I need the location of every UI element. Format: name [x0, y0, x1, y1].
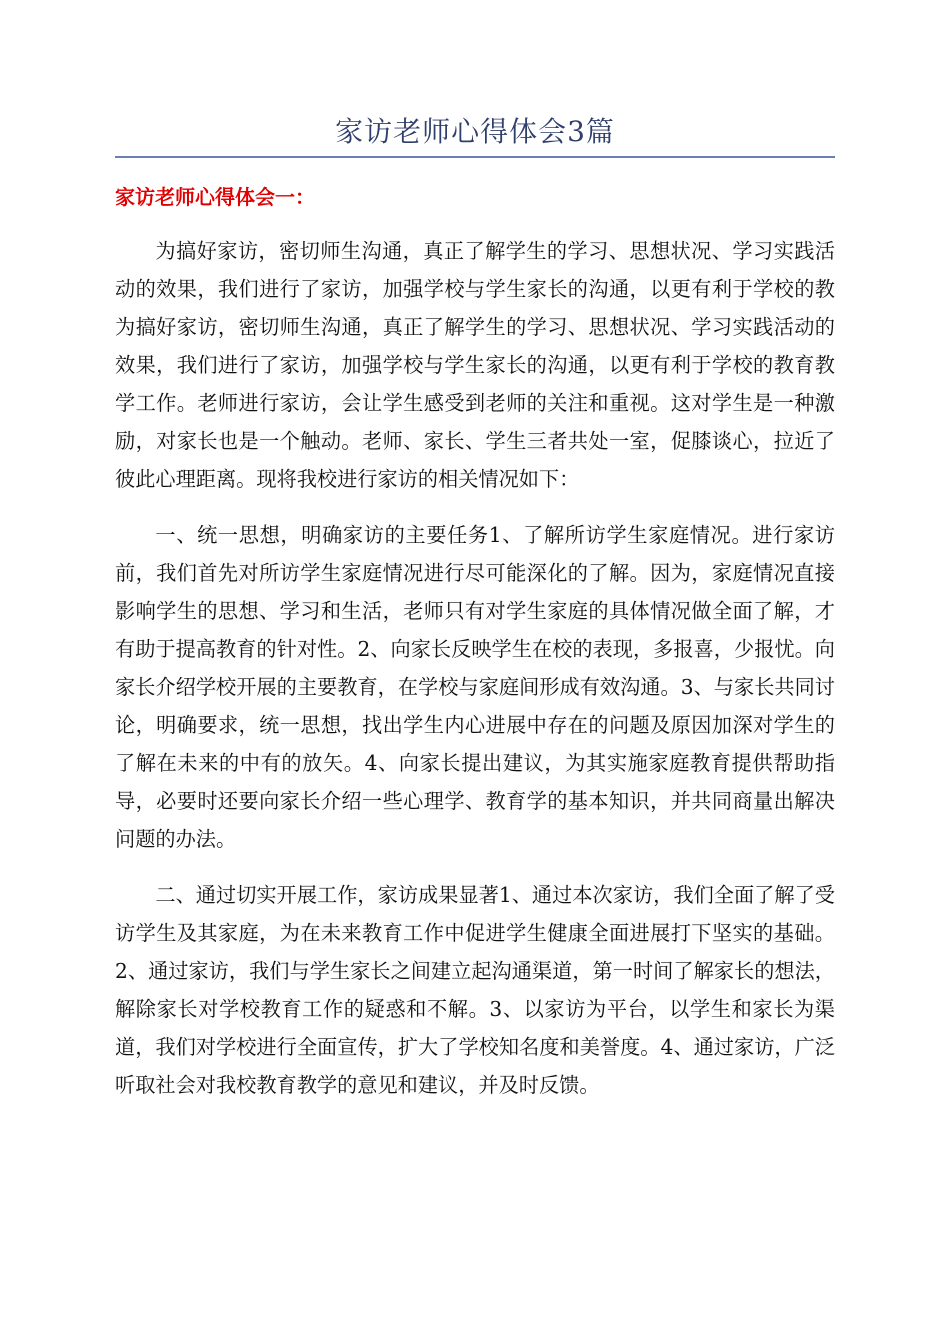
document-page — [115, 0, 835, 1104]
section-heading: 家访老师心得体会一： — [115, 185, 315, 209]
document-title: 家访老师心得体会3篇 — [335, 115, 615, 148]
body-paragraph-1: 为搞好家访，密切师生沟通，真正了解学生的学习、思想状况、学习实践活动的效果，我们进行了家访，加强学校与学生家长的沟通，以更有利于学校的教为搞好家访，密切师生沟通，真正了解学生的学习、思想状况、学习实践活动的效果，我们进行了家访，加强学校与学生家长的沟通，以更有利于学校的教育教学工作。老师进行家访，会让学生感受到老师的关注和重视。这对学生是一种激励，对家长也是一个触动。老师、家长、学生三者共处一室，促膝谈心，拉近了彼此心理距离。现将我校进行家访的相关情况如下： — [115, 239, 835, 491]
title-underline — [115, 156, 835, 158]
body-paragraph-3: 二、通过切实开展工作，家访成果显著1、通过本次家访，我们全面了解了受访学生及其家庭，为在未来教育工作中促进学生健康全面进展打下坚实的基础。2、通过家访，我们与学生家长之间建立起沟通渠道，第一时间了解家长的想法，解除家长对学校教育工作的疑惑和不解。3、以家访为平台，以学生和家长为渠道，我们对学校进行全面宣传，扩大了学校知名度和美誉度。4、通过家访，广泛听取社会对我校教育教学的意见和建议，并及时反馈。 — [115, 883, 835, 1097]
body-paragraph-2: 一、统一思想，明确家访的主要任务1、了解所访学生家庭情况。进行家访前，我们首先对所访学生家庭情况进行尽可能深化的了解。因为，家庭情况直接影响学生的思想、学习和生活，老师只有对学生家庭的具体情况做全面了解，才有助于提高教育的针对性。2、向家长反映学生在校的表现，多报喜，少报忧。向家长介绍学校开展的主要教育，在学校与家庭间形成有效沟通。3、与家长共同讨论，明确要求，统一思想，找出学生内心进展中存在的问题及原因加深对学生的了解在未来的中有的放矢。4、向家长提出建议，为其实施家庭教育提供帮助指导，必要时还要向家长介绍一些心理学、教育学的基本知识，并共同商量出解决问题的办法。 — [115, 523, 835, 851]
